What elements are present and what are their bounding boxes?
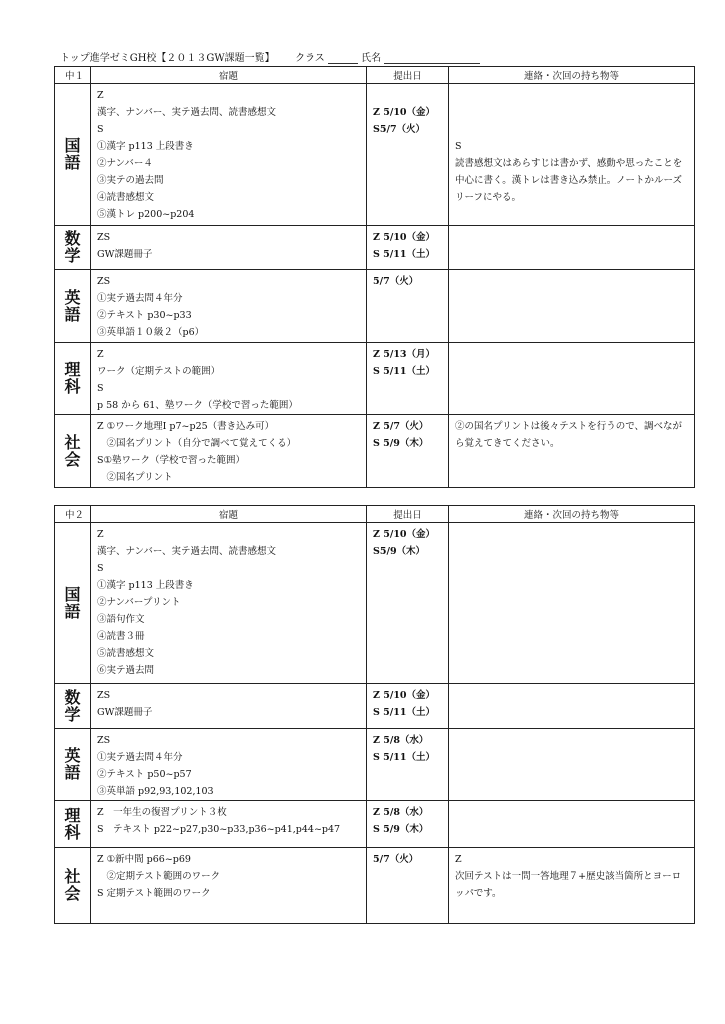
due-cell [367,270,449,343]
subject-cell [55,226,91,270]
subject-cell [55,84,91,226]
due-line: Z 5/10（金） [373,690,436,701]
due-line: S 5/11（土） [373,707,435,718]
tasks-cell [91,343,367,415]
subject-label: 国語 [64,136,81,172]
task-line: ③英単語１０級２（p6） [97,327,205,338]
subject-label: 社会 [64,867,81,903]
tasks-column-header: 宿題 [91,506,367,523]
due-column-header: 提出日 [367,67,449,84]
due-cell [367,226,449,270]
due-line: S 5/9（木） [373,824,429,835]
task-line: Z [97,90,104,101]
due-line: Z 5/8（水） [373,807,429,818]
due-line: S 5/11（土） [373,249,435,260]
school-title: トップ進学ゼミGH校【２０１３GW課題一覧】 [60,53,275,64]
subject-label: 理科 [64,360,81,396]
class-blank [328,53,358,64]
note-line: ②の国名プリントは後々テストを行うので、調べながら覚えてきてください。 [455,421,683,449]
task-line: 漢字、ナンバー、実テ過去問、読書感想文 [97,107,276,118]
subject-label: 社会 [64,432,81,469]
task-line: ②ナンバープリント [97,597,181,608]
task-line: ②テキスト p30~p33 [97,310,192,321]
task-line: ③英単語 p92,93,102,103 [97,786,214,797]
task-line: ①漢字 p113 上段書き [97,580,194,591]
task-line: S [97,383,104,394]
grade1-row-japanese [55,84,695,226]
task-line: ④読書３冊 [97,631,145,642]
task-line: ①漢字 p113 上段書き [97,141,194,152]
task-line: ワーク（定期テストの範囲） [97,366,221,377]
task-line: S [97,563,104,574]
due-line: S 5/11（土） [373,752,435,763]
tasks-cell [91,84,367,226]
due-column-header: 提出日 [367,506,449,523]
task-line: p 58 から 61、塾ワーク（学校で習った範囲） [97,400,298,411]
notes-cell [449,848,695,924]
note-line: 次回テストは一問一答地理７+歴史該当箇所とヨーロッパです。 [455,871,682,899]
notes-cell [449,729,695,801]
task-line: ZS [97,690,111,701]
grade2-row-math [55,684,695,729]
task-line: Z [97,529,104,540]
task-line: ⑤漢トレ p200~p204 [97,209,195,220]
due-line: Z 5/10（金） [373,232,436,243]
subject-label: 理科 [64,805,81,842]
subject-cell [55,270,91,343]
note-line: S [455,141,462,152]
notes-cell [449,343,695,415]
task-line: ②定期テスト範囲のワーク [97,871,221,882]
task-line: ①実テ過去問４年分 [97,752,183,763]
task-line: ⑥実テ過去問 [97,665,155,676]
grade2-row-social [55,848,695,924]
grade1-row-science [55,343,695,415]
subject-cell [55,684,91,729]
grade1-row-social [55,415,695,488]
grade1-row-math [55,226,695,270]
note-line: Z [455,854,462,865]
due-cell [367,848,449,924]
due-line: 5/7（火） [373,276,419,287]
subject-cell [55,801,91,848]
due-cell [367,84,449,226]
subject-cell [55,848,91,924]
name-blank [384,53,480,64]
due-line: Z 5/10（金） [373,529,436,540]
notes-cell [449,523,695,684]
notes-cell [449,415,695,488]
due-cell [367,523,449,684]
grade1-row-english [55,270,695,343]
task-line: ③実テの過去問 [97,175,164,186]
task-line: ②テキスト p50~p57 [97,769,192,780]
task-line: ZS [97,276,111,287]
task-line: S①塾ワーク（学校で習った範囲） [97,455,246,466]
grade1-header-row [55,67,695,84]
note-line [455,87,689,104]
due-line: S5/9（木） [373,546,426,557]
notes-cell [449,684,695,729]
due-line: Z 5/10（金） [373,107,436,118]
task-line: Z ①新中間 p66~p69 [97,854,191,865]
note-line [455,104,689,121]
tasks-column-header: 宿題 [91,67,367,84]
grade1-table [54,66,695,488]
tasks-cell [91,848,367,924]
due-line: S 5/9（木） [373,438,429,449]
subject-label: 英語 [64,287,81,324]
note-line [455,121,689,138]
task-line: S 定期テスト範囲のワーク [97,888,211,899]
due-line: 5/7（火） [373,854,419,865]
notes-cell [449,226,695,270]
grade2-row-english [55,729,695,801]
task-line: S [97,124,104,135]
subject-label: 英語 [64,746,81,782]
task-line: ②国名プリント [97,472,173,483]
due-cell [367,684,449,729]
tasks-cell [91,415,367,488]
tasks-cell [91,729,367,801]
task-line: ②ナンバー４ [97,158,153,169]
subject-cell [55,523,91,684]
task-line: Z [97,349,104,360]
due-line: Z 5/13（月） [373,349,436,360]
task-line: GW課題冊子 [97,707,153,718]
task-line: ⑤読書感想文 [97,648,155,659]
grade2-table [54,505,695,924]
due-line: Z 5/8（水） [373,735,429,746]
task-line: ①実テ過去問４年分 [97,293,183,304]
subject-cell [55,729,91,801]
grade2-header-row [55,506,695,523]
grade1-label: 中１ [55,67,91,84]
note-line: 読書感想文はあらすじは書かず、感動や思ったことを中心に書く。漢トレは書き込み禁止。ノートかルーズリーフにやる。 [455,158,683,203]
task-line: ③語句作文 [97,614,145,625]
task-line: Z 一年生の復習プリント３枚 [97,807,227,818]
grade2-row-japanese [55,523,695,684]
notes-cell [449,84,695,226]
subject-label: 国語 [64,584,81,621]
tasks-cell [91,684,367,729]
subject-cell [55,343,91,415]
task-line: 漢字、ナンバー、実テ過去問、読書感想文 [97,546,276,557]
tasks-cell [91,270,367,343]
notes-column-header: 連絡・次回の持ち物等 [449,67,695,84]
subject-label: 数学 [64,229,81,265]
task-line: ②国名プリント（自分で調べて覚えてくる） [97,438,297,449]
grade2-label: 中２ [55,506,91,523]
grade2-row-science [55,801,695,848]
notes-cell [449,801,695,848]
due-cell [367,729,449,801]
tasks-cell [91,801,367,848]
name-label: 氏名 [361,53,382,64]
due-line: S5/7（火） [373,124,426,135]
notes-column-header: 連絡・次回の持ち物等 [449,506,695,523]
task-line: GW課題冊子 [97,249,153,260]
class-label: クラス [295,53,325,64]
due-cell [367,415,449,488]
task-line: ZS [97,232,111,243]
task-line: ZS [97,735,111,746]
due-cell [367,801,449,848]
task-line: S テキスト p22~p27,p30~p33,p36~p41,p44~p47 [97,824,341,835]
due-line: Z 5/7（火） [373,421,429,432]
tasks-cell [91,523,367,684]
subject-cell [55,415,91,488]
tasks-cell [91,226,367,270]
sheet-header [60,49,480,64]
due-line: S 5/11（土） [373,366,435,377]
subject-label: 数学 [64,687,81,724]
notes-cell [449,270,695,343]
due-cell [367,343,449,415]
task-line: ④読書感想文 [97,192,155,203]
task-line: Z ①ワーク地理Ⅰ p7~p25（書き込み可） [97,421,275,432]
due-line [373,87,448,104]
